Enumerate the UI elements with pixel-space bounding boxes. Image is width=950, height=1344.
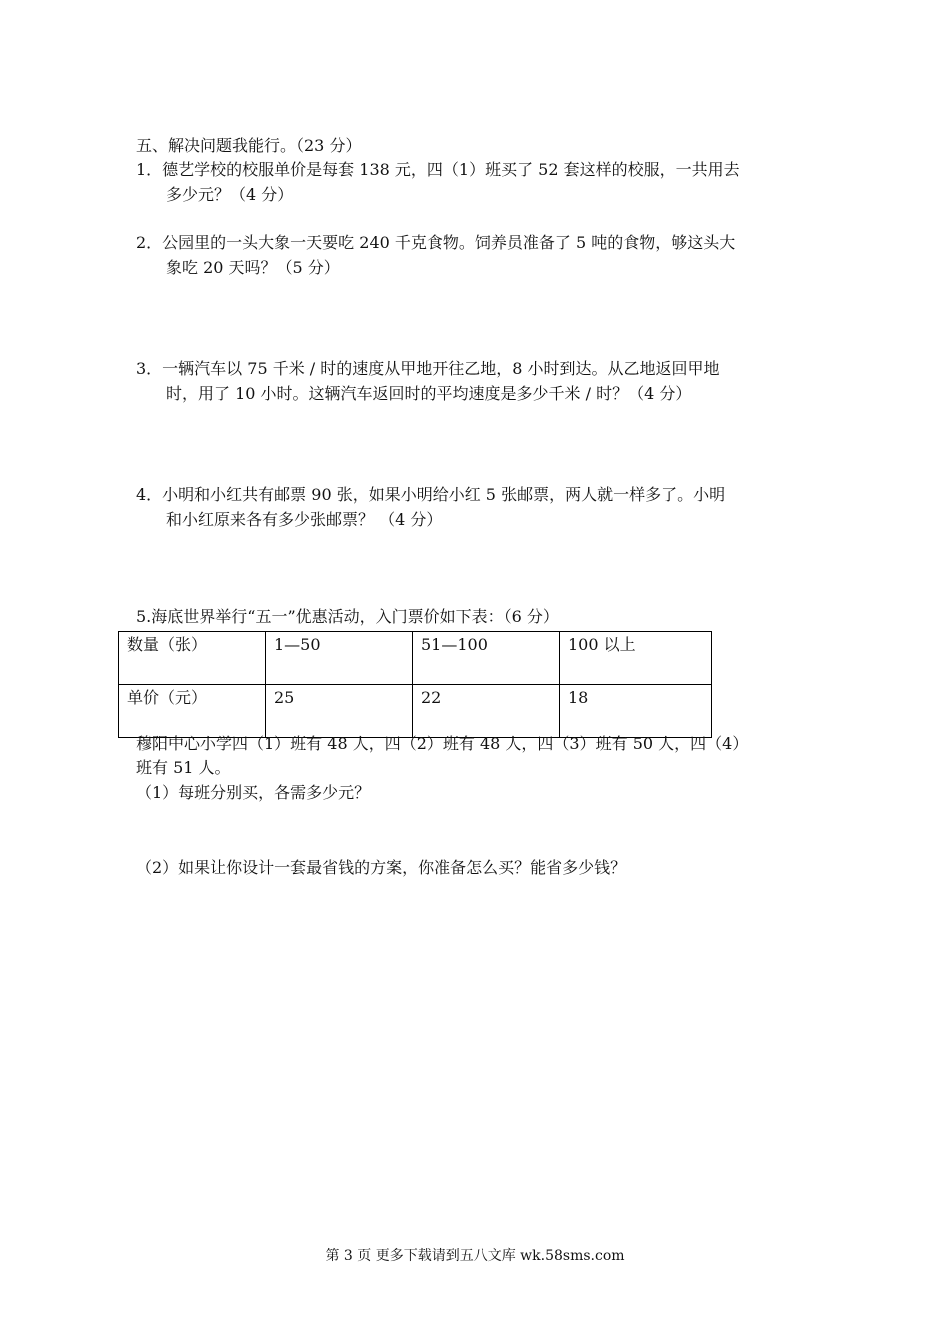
- question-5-sub-1: （1）每班分别买，各需多少元？: [136, 783, 371, 802]
- table-cell: 18: [560, 685, 712, 738]
- question-1-line-1: 1．德艺学校的校服单价是每套 138 元，四（1）班买了 52 套这样的校服，一共用去: [136, 160, 740, 179]
- table-row: [119, 632, 712, 685]
- table-cell: 1—50: [266, 632, 413, 685]
- page-footer: 第 3 页 更多下载请到五八文库 wk.58sms.com: [325, 1248, 625, 1264]
- question-2-line-1: 2．公园里的一头大象一天要吃 240 千克食物。饲养员准备了 5 吨的食物，够这头大: [136, 233, 736, 252]
- question-3-line-1: 3．一辆汽车以 75 千米 / 时的速度从甲地开往乙地，8 小时到达。从乙地返回甲地: [136, 359, 720, 378]
- question-5-sub-2: （2）如果让你设计一套最省钱的方案，你准备怎么买？能省多少钱？: [136, 858, 627, 877]
- section-title: 五、解决问题我能行。（23 分）: [136, 136, 362, 155]
- price-table: [118, 631, 712, 738]
- table-cell: 单价（元）: [119, 685, 266, 738]
- question-2-line-2: 象吃 20 天吗？（5 分）: [166, 258, 340, 277]
- table-cell: 数量（张）: [119, 632, 266, 685]
- question-4-line-1: 4．小明和小红共有邮票 90 张，如果小明给小红 5 张邮票，两人就一样多了。小明: [136, 485, 726, 504]
- question-5-info-line-2: 班有 51 人。: [136, 758, 231, 777]
- question-3-line-2: 时，用了 10 小时。这辆汽车返回时的平均速度是多少千米 / 时？（4 分）: [166, 384, 692, 403]
- table-row: [119, 685, 712, 738]
- question-5-intro: 5.海底世界举行“五一”优惠活动，入门票价如下表：（6 分）: [136, 607, 559, 626]
- table-cell: 22: [413, 685, 560, 738]
- question-1-line-2: 多少元？（4 分）: [166, 185, 294, 204]
- table-cell: 100 以上: [560, 632, 712, 685]
- table-cell: 51—100: [413, 632, 560, 685]
- table-cell: 25: [266, 685, 413, 738]
- question-4-line-2: 和小红原来各有多少张邮票？ （4 分）: [166, 510, 443, 529]
- question-5-info-line-1: 穆阳中心小学四（1）班有 48 人，四（2）班有 48 人，四（3）班有 50 人，四（4）: [136, 734, 749, 753]
